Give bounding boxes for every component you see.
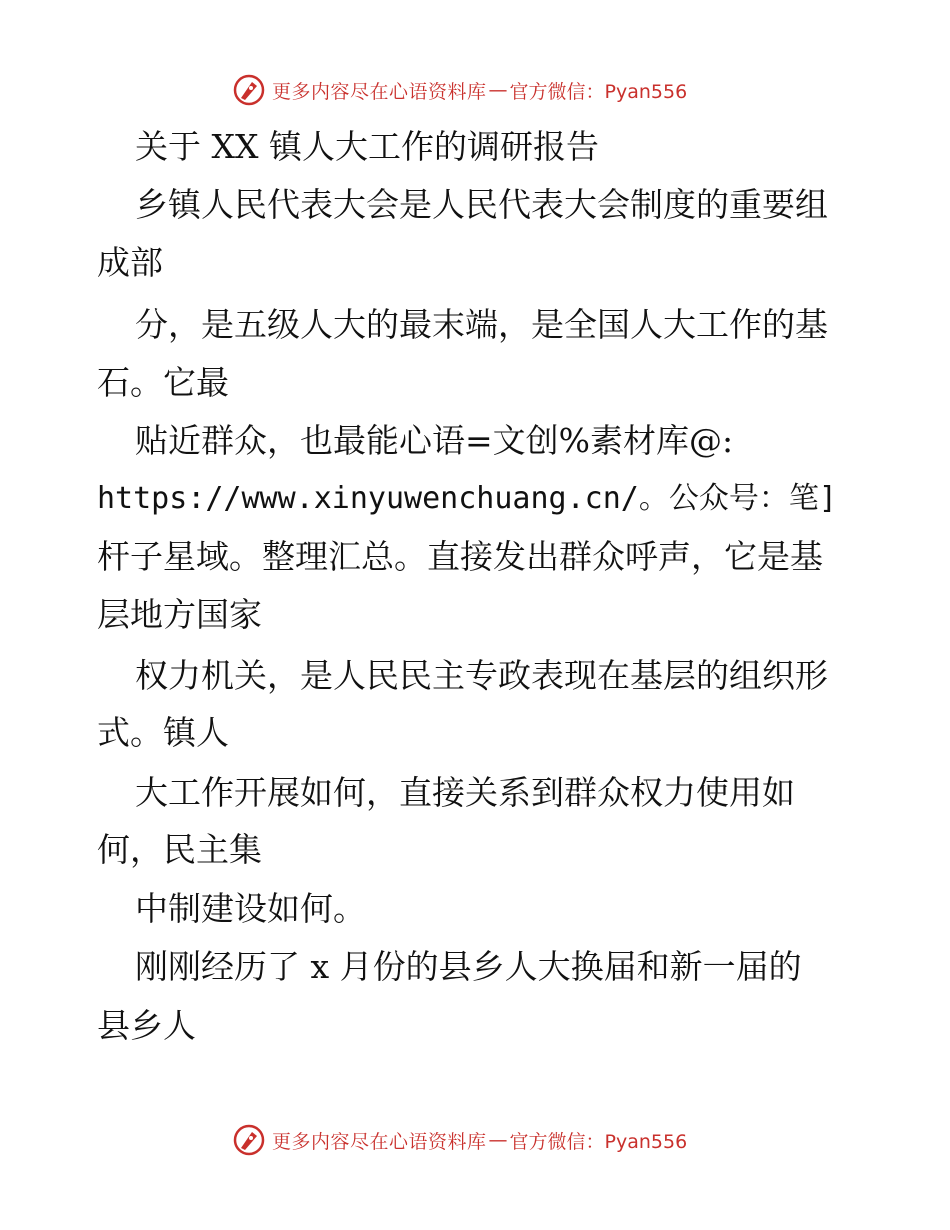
paragraph-line: 分，是五级人大的最末端，是全国人大工作的基 bbox=[135, 305, 828, 344]
paragraph-line: 乡镇人民代表大会是人民代表大会制度的重要组 bbox=[135, 185, 828, 224]
paragraph-line: 石。它最 bbox=[97, 363, 229, 402]
pen-nib-icon bbox=[232, 1123, 266, 1157]
paragraph-line: 县乡人 bbox=[97, 1006, 196, 1045]
paragraph-line: 成部 bbox=[97, 243, 163, 282]
banner-text: 更多内容尽在心语资料库 bbox=[272, 80, 487, 103]
document-title: 关于 XX 镇人大工作的调研报告 bbox=[135, 127, 599, 166]
paragraph-line: 刚刚经历了 x 月份的县乡人大换届和新一届的 bbox=[135, 947, 802, 986]
header-banner bbox=[232, 70, 732, 110]
paragraph-line: 式。镇人 bbox=[97, 713, 229, 752]
paragraph-line: 层地方国家 bbox=[97, 595, 262, 634]
banner-separator: — bbox=[488, 79, 508, 101]
banner-wechat: 官方微信：Pyan556 bbox=[509, 80, 688, 103]
paragraph-line: 大工作开展如何，直接关系到群众权力使用如 bbox=[135, 773, 795, 812]
footer-banner bbox=[232, 1120, 732, 1160]
paragraph-line: 权力机关，是人民民主专政表现在基层的组织形 bbox=[135, 656, 828, 695]
banner-text: 更多内容尽在心语资料库 bbox=[272, 1130, 487, 1153]
pen-nib-icon bbox=[232, 73, 266, 107]
paragraph-line: 杆子星域。整理汇总。直接发出群众呼声，它是基 bbox=[97, 537, 823, 576]
paragraph-line: 何，民主集 bbox=[97, 830, 262, 869]
banner-separator: — bbox=[488, 1129, 508, 1151]
banner-wechat: 官方微信：Pyan556 bbox=[509, 1130, 688, 1153]
paragraph-line: https://www.xinyuwenchuang.cn/。公众号：笔] bbox=[97, 481, 837, 516]
paragraph-line: 贴近群众，也最能心语=文创%素材库@: bbox=[135, 421, 734, 460]
paragraph-line: 中制建设如何。 bbox=[135, 889, 366, 928]
